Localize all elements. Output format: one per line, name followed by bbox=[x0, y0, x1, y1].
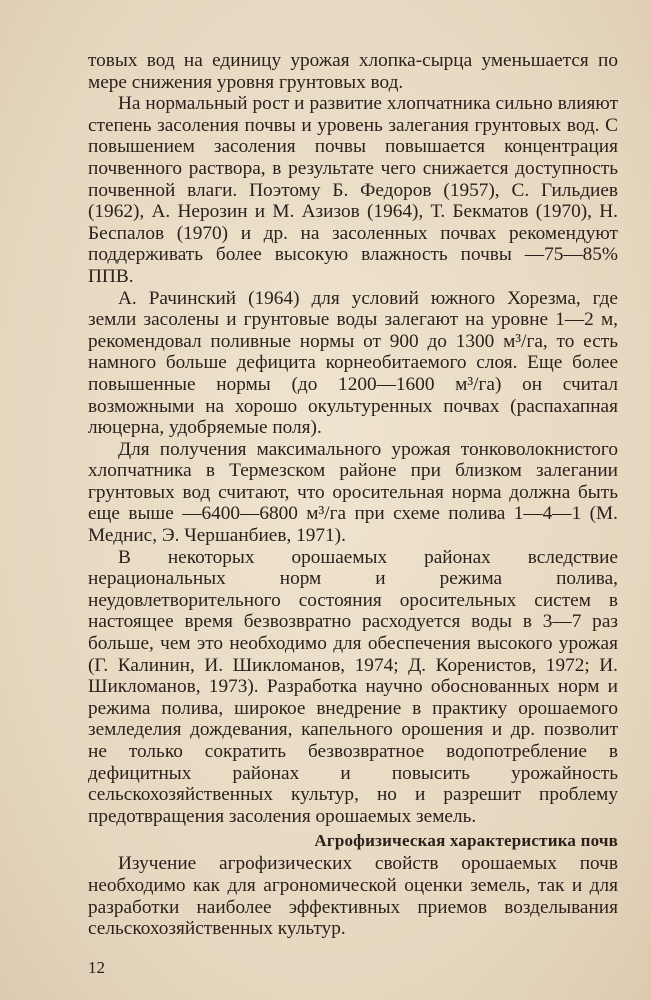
paragraph-rachinsky: А. Рачинский (1964) для условий южного Хорезма, где земли засолены и грунтовые воды залегают на уровне 1—2 м, рекомендовал поливные нормы от 900 до 1300 м³/га, то есть намного больше дефицита корнеобитаемого слоя. Еще более повышенные нормы (до 1200—1600 м³/га) он считал возможными на хорошо окультуренных почвах (распахапная люцерна, удобряемые поля). bbox=[88, 287, 618, 439]
paragraph-salinity: На нормальный рост и развитие хлопчатника сильно влияют степень засоления почвы и уровень залегания грунтовых вод. С повышением засоления почвы повышается концентрация почвенного раствора, в результате чего снижается доступность почвенной влаги. Поэтому Б. Федоров (1957), С. Гильдиев (1962), А. Нерозин и М. Азизов (1964), Т. Бекматов (1970), Н. Беспалов (1970) и др. на засоленных почвах рекомендуют поддерживать более высокую влажность почвы —75—85% ППВ. bbox=[88, 93, 618, 287]
page-number: 12 bbox=[88, 958, 105, 977]
paragraph-agrophysics: Изучение агрофизических свойств орошаемых почв необходимо как для агрономической оценки земель, так и для разработки наиболее эффективных приемов возделывания сельскохозяйственных культур. bbox=[88, 853, 618, 940]
paragraph-water-loss: В некоторых орошаемых районах вследствие нерациональных норм и режима полива, неудовлетворительного состояния оросительных систем в настоящее время безвозвратно расходуется воды в 3—7 раз больше, чем это необходимо для обеспечения высокого урожая (Г. Калинин, И. Шикломанов, 1974; Д. Коренистов, 1972; И. Шикломанов, 1973). Разработка научно обоснованных норм и режима полива, широкое внедрение в практику орошаемого земледелия дождевания, капельного орошения и др. позволит не только сократить безвозвратное водопотребление в дефицитных районах и повысить урожайность сельскохозяйственных культур, но и разрешит проблему предотвращения засоления орошаемых земель. bbox=[88, 546, 618, 827]
page-body bbox=[88, 50, 618, 940]
paragraph-continued: товых вод на единицу урожая хлопка-сырца уменьшается по мере снижения уровня грунтовых вод. bbox=[88, 50, 618, 93]
paragraph-termez: Для получения максимального урожая тонковолокнистого хлопчатника в Термезском районе при близком залегании грунтовых вод считают, что оросительная норма должна быть еще выше —6400—6800 м³/га при схеме полива 1—4—1 (М. Меднис, Э. Чершанбиев, 1971). bbox=[88, 438, 618, 547]
section-heading: Агрофизическая характеристика почв bbox=[314, 831, 618, 851]
